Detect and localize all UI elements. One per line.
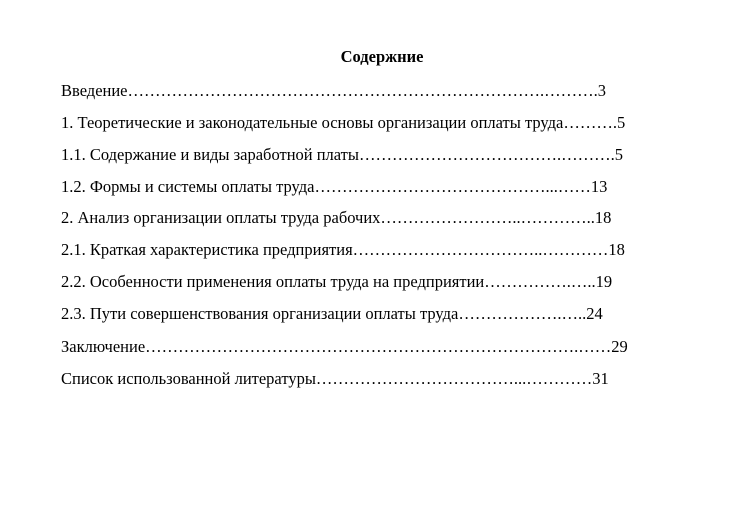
toc-entry-section-2-2: 2.2. Особенности применения оплаты труда на предприятии…………….…..19 bbox=[61, 272, 613, 291]
toc-entry-chapter-1: 1. Теоретические и законодательные основы организации оплаты труда……….5 bbox=[61, 113, 626, 132]
toc-entry-section-2-1: 2.1. Краткая характеристика предприятия……………………………..…………18 bbox=[61, 240, 625, 259]
toc-entry-chapter-2: 2. Анализ организации оплаты труда рабочих……………………..…………..18 bbox=[61, 208, 612, 227]
toc-entry-introduction: Введение………………………………………………………………….……….3 bbox=[61, 81, 607, 100]
toc-entry-section-1-2: 1.2. Формы и системы оплаты труда……………………………………...……13 bbox=[61, 177, 608, 196]
toc-entry-section-1-1: 1.1. Содержание и виды заработной платы……………………………….……….5 bbox=[61, 145, 623, 164]
toc-title: Содержние bbox=[340, 47, 424, 66]
toc-entry-references: Список использованной литературы………………………………...…………31 bbox=[61, 369, 609, 388]
toc-entry-conclusion: Заключение…………………………………………………………………….……29 bbox=[61, 337, 628, 356]
toc-entry-section-2-3: 2.3. Пути совершенствования организации оплаты труда……………….…..24 bbox=[61, 304, 603, 323]
